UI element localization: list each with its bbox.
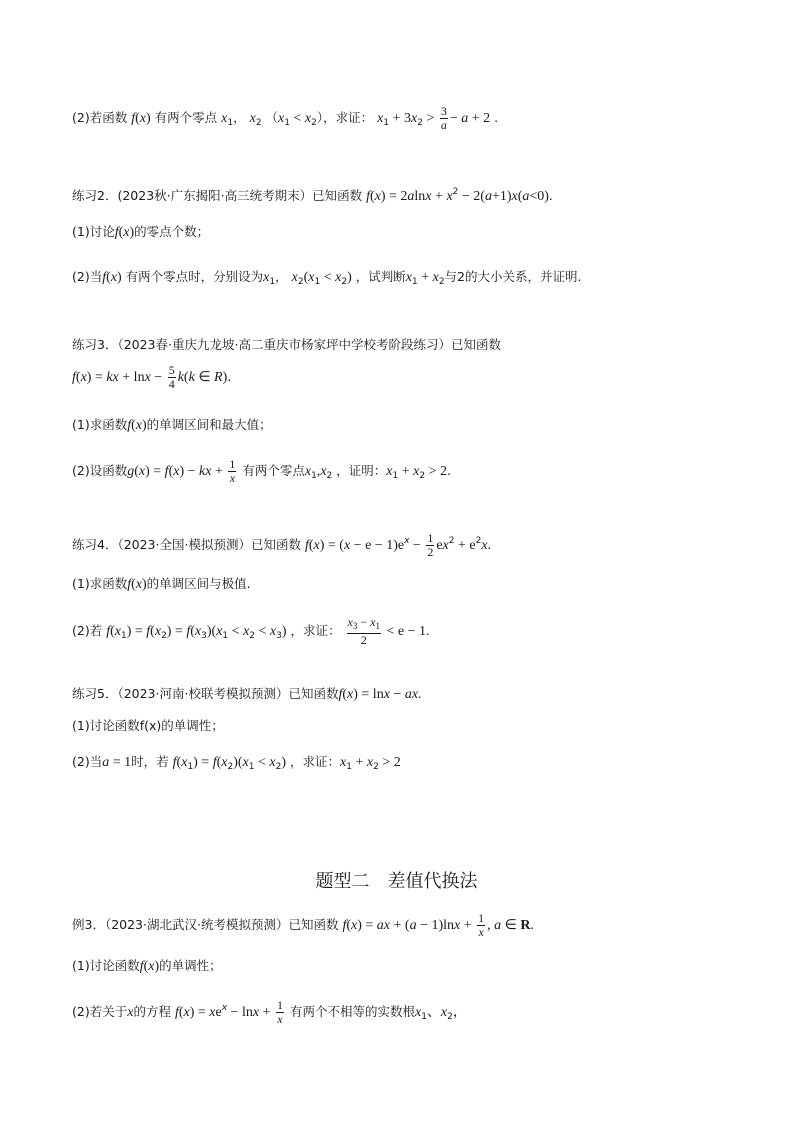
example-3-q2: (2)若关于x的方程 $f(x) = xe^x - \ln x$ + $\frac{1}{x}$ 有两个不相等的实数根$x_1$、$x_2$， [72, 998, 467, 1026]
exercise-3-q2: (2)设函数g(x) = f(x) − kx + $\frac{1}{x}$ 有两个零点$x_1,x_2$ ，证明：$x_1 + x_2 > 2$. [72, 457, 451, 485]
section-heading: 题型二 差值代换法 [315, 871, 478, 892]
exercise-2-title: 练习2．(2023秋·广东揭阳·高三统考期末）已知函数 $f(x) = 2alnx + x^2 - 2(a+1)x(a<0)$. [72, 187, 553, 204]
exercise-2-q2: (2)当f(x) 有两个零点时，分别设为$x_1$， $x_2(x_1 < x_2)$ ，试判断$x_1 + x_2$与2的大小关系，并证明. [72, 269, 582, 287]
exercise-3-function: f(x) = kx + lnx − $\frac{5}{4}$ k(k ∈ R). [72, 363, 232, 391]
exercise-4-q2: (2)若 $f(x_1) = f(x_2) = f(x_3)(x_1 < x_2 < x_3)$ ，求证： $\frac{x_3 - x_1}{2}$ < e − 1. [72, 615, 430, 647]
exercise-3-q1: (1)求函数f(x)的单调区间和最大值； [72, 417, 272, 433]
problem-part-2: (2)若函数 f(x) 有两个零点 $x_1$， $x_2$ $(x_1 < x_2)$，求证： $x_1 + 3x_2$ > $\frac{3}{a}$ − a + 2 . [72, 104, 499, 132]
exercise-4-title: 练习4．（2023·全国·模拟预测）已知函数 $f(x) = (x - e - 1)e^x$ − $\frac{1}{2}$ $ex^2 + e^2x$. [72, 531, 492, 559]
exercise-2-q1: (1)讨论f(x)的零点个数； [72, 224, 210, 240]
example-3-title: 例3．（2023·湖北武汉·统考模拟预测）已知函数 f(x) = ax + (a − 1)lnx + $\frac{1}{x}$ , a ∈ R. [72, 911, 534, 939]
exercise-5-q2: (2)当a = 1时，若 $f(x_1) = f(x_2)(x_1 < x_2)$ ，求证：$x_1 + x_2 > 2$ [72, 754, 401, 772]
exercise-5-title: 练习5．（2023·河南·校联考模拟预测）已知函数f(x) = lnx − ax. [72, 686, 422, 702]
exercise-5-q1: (1)讨论函数f(x)的单调性； [72, 718, 224, 733]
example-3-q1: (1)讨论函数f(x)的单调性； [72, 958, 222, 974]
exercise-4-q1: (1)求函数f(x)的单调区间与极值. [72, 576, 251, 592]
exercise-3-title: 练习3．（2023春·重庆九龙坡·高二重庆市杨家坪中学校考阶段练习）已知函数 [72, 337, 501, 352]
